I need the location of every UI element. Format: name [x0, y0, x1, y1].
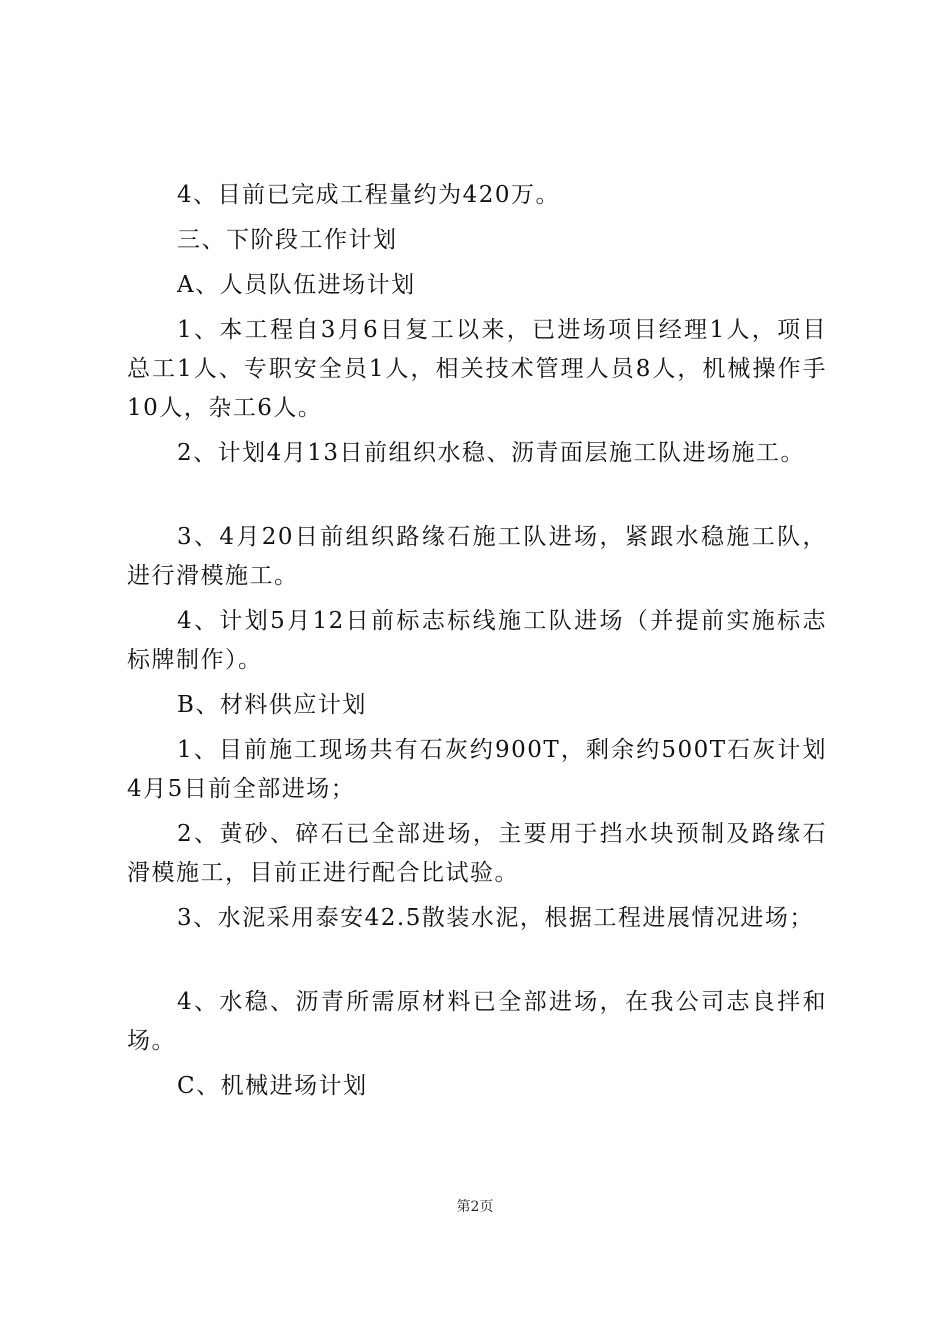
paragraph-material-2: 2、黄砂、碎石已全部进场，主要用于挡水块预制及路缘石滑模施工，目前正进行配合比试验。 — [127, 821, 827, 886]
page-number: 第2页 — [456, 1199, 494, 1215]
paragraph-material-4: 4、水稳、沥青所需原材料已全部进场，在我公司志良拌和场。 — [127, 989, 827, 1054]
subheading-material-plan: B、材料供应计划 — [177, 692, 367, 718]
subheading-machinery-plan: C、机械进场计划 — [177, 1073, 368, 1099]
document-body — [127, 176, 827, 1112]
paragraph-personnel-1: 1、本工程自3月6日复工以来，已进场项目经理1人，项目总工1人、专职安全员1人，相关技术管理人员8人，机械操作手10人，杂工6人。 — [127, 317, 827, 421]
section-heading-next-phase: 三、下阶段工作计划 — [177, 227, 398, 253]
paragraph-personnel-3: 3、4月20日前组织路缘石施工队进场，紧跟水稳施工队，进行滑模施工。 — [127, 524, 827, 589]
paragraph-personnel-2: 2、计划4月13日前组织水稳、沥青面层施工队进场施工。 — [177, 440, 806, 466]
subheading-personnel-plan: A、人员队伍进场计划 — [177, 272, 416, 298]
paragraph-material-3: 3、水泥采用泰安42.5散装水泥，根据工程进展情况进场； — [177, 905, 814, 931]
paragraph-personnel-4: 4、计划5月12日前标志标线施工队进场（并提前实施标志标牌制作）。 — [127, 608, 827, 673]
paragraph-material-1: 1、目前施工现场共有石灰约900T，剩余约500T石灰计划4月5日前全部进场； — [127, 737, 827, 802]
paragraph-completed-work: 4、目前已完成工程量约为420万。 — [177, 182, 561, 208]
